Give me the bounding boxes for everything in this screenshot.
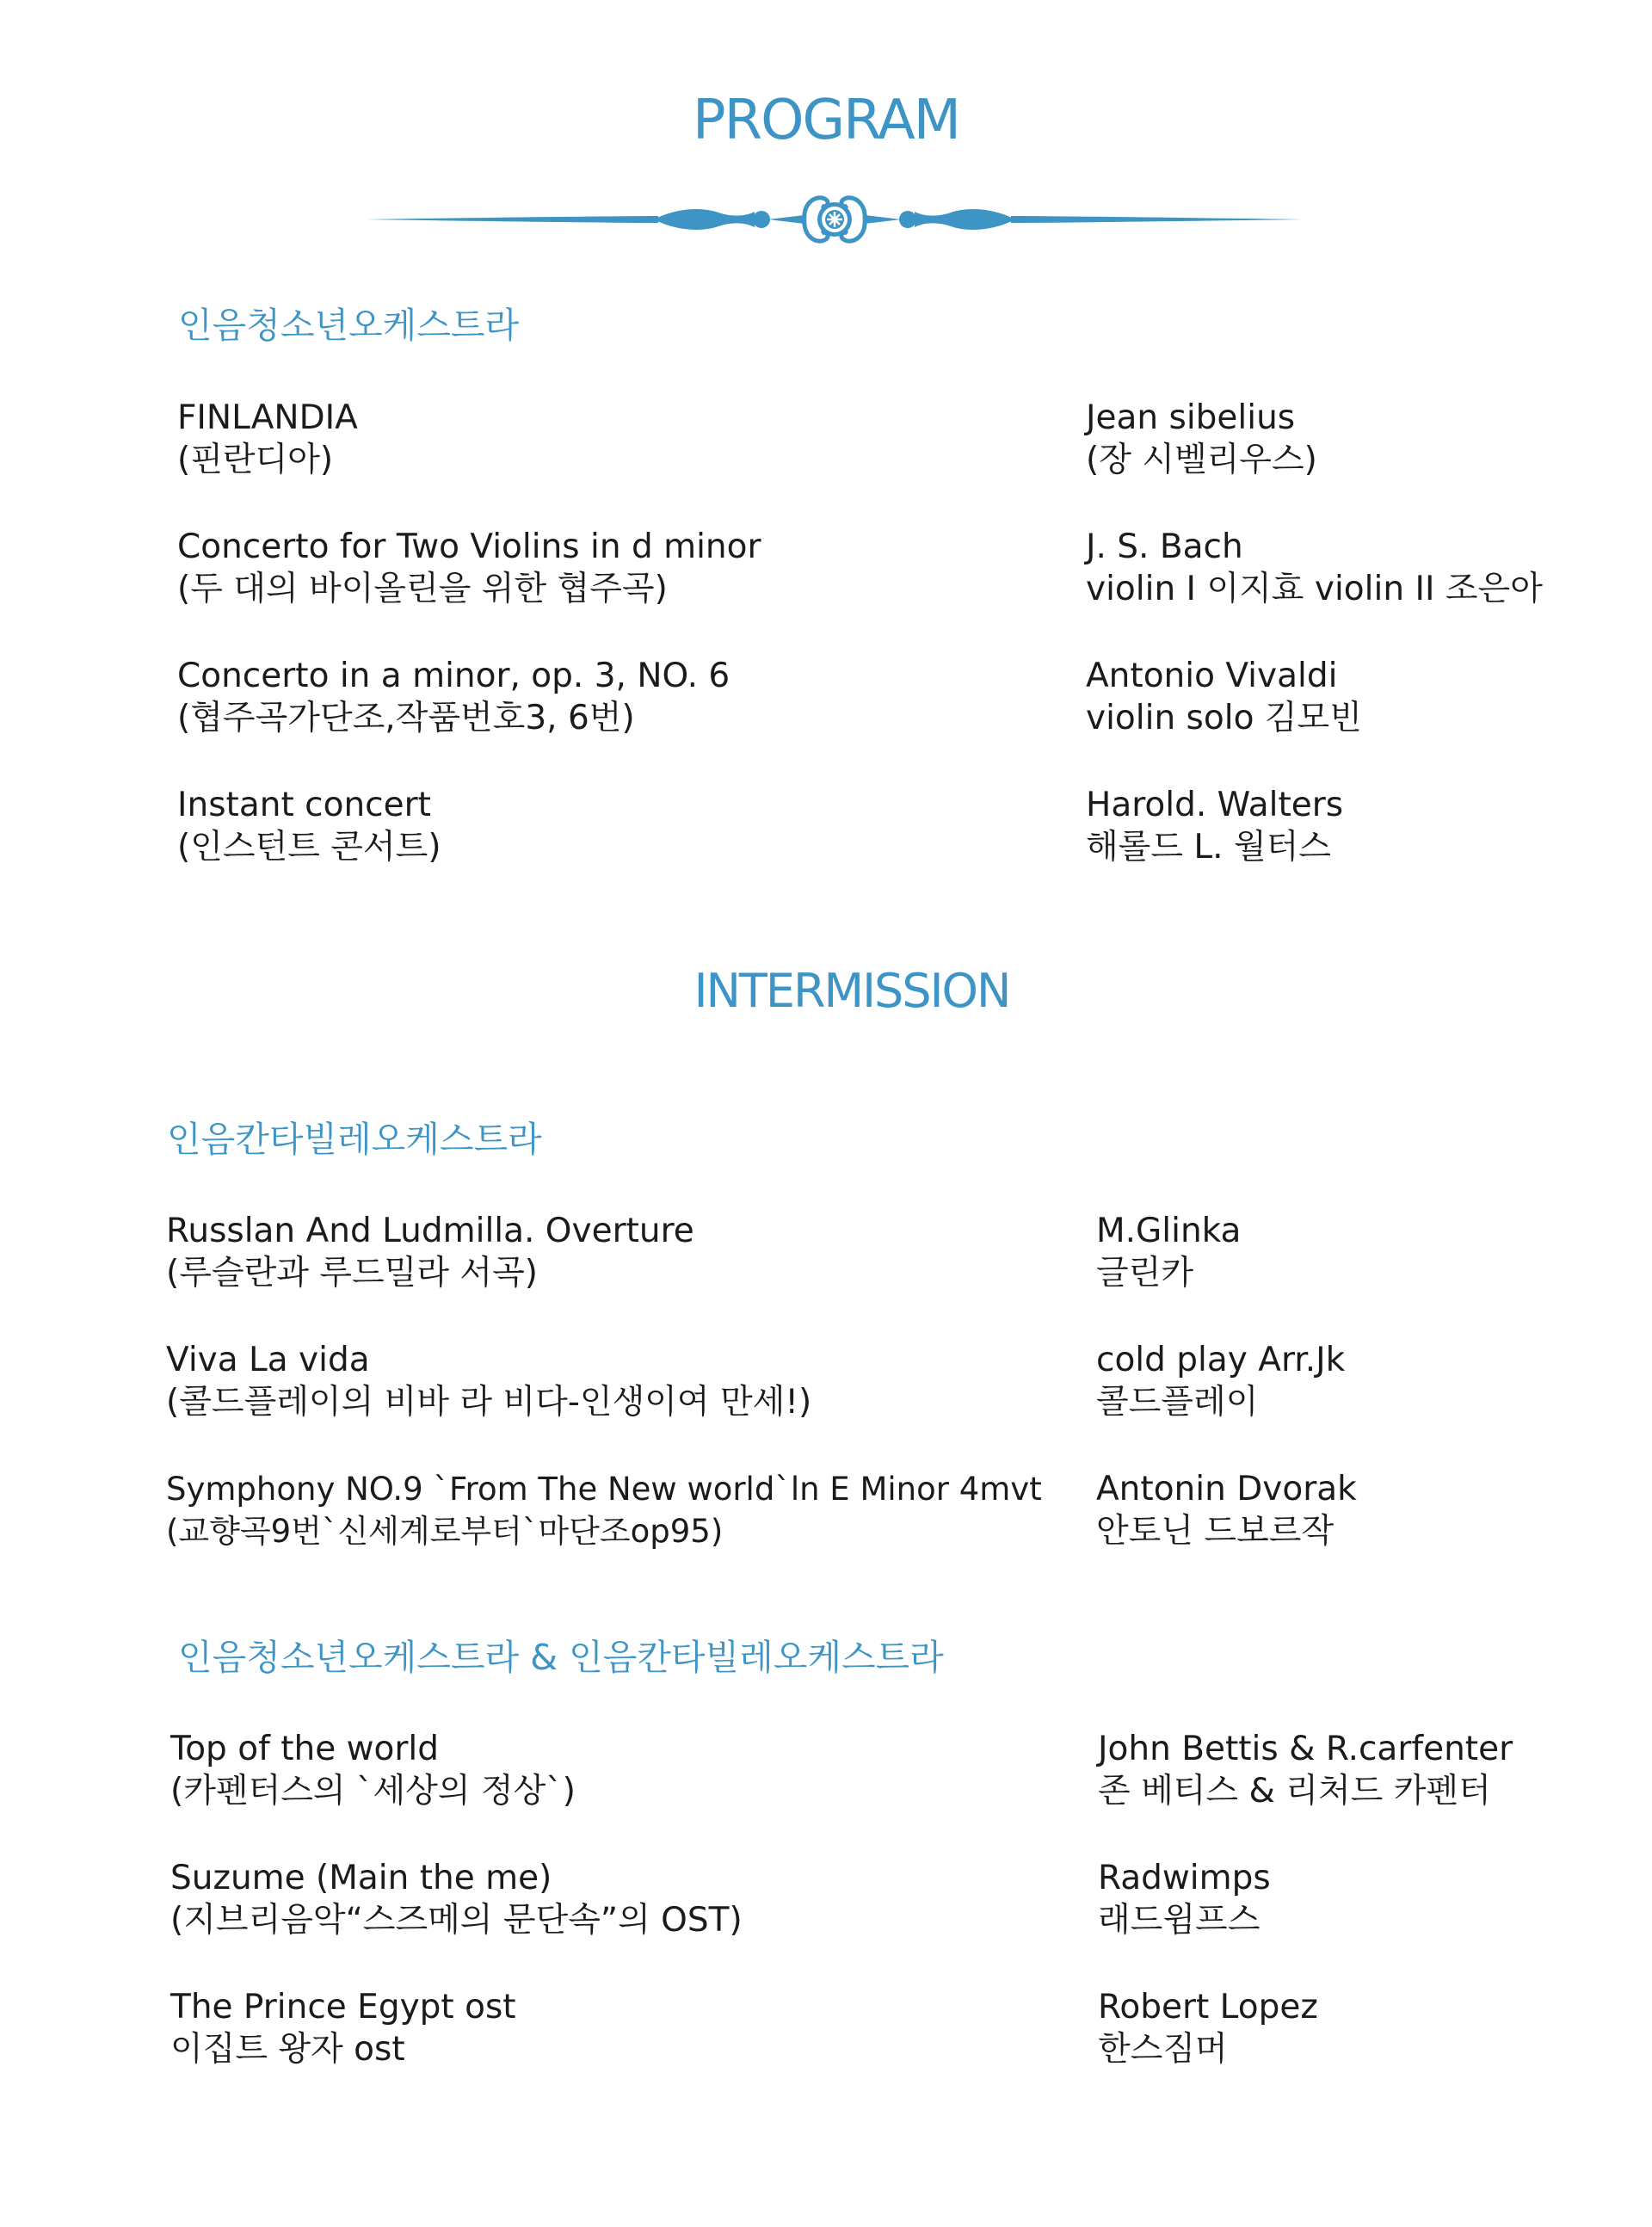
piece-composer: cold play Arr.Jk 콜드플레이 bbox=[1096, 1341, 1346, 1422]
piece-title: Russlan And Ludmilla. Overture (루슬란과 루드밀라 서곡) bbox=[166, 1212, 694, 1292]
piece-composer: John Bettis & R.carfenter 존 베티스 & 리처드 카펜터 bbox=[1098, 1730, 1513, 1811]
piece-composer: Antonin Dvorak 안토닌 드보르작 bbox=[1096, 1470, 1357, 1551]
piece-title: Concerto in a minor, op. 3, NO. 6 (협주곡가단조,작품번호3, 6번) bbox=[177, 657, 730, 737]
piece-title: Instant concert (인스턴트 콘서트) bbox=[177, 786, 441, 867]
piece-composer: Radwimps 래드윔프스 bbox=[1098, 1859, 1271, 1940]
section-title: 인음칸타빌레오케스트라 bbox=[167, 1119, 542, 1160]
section-title: 인음청소년오케스트라 & 인음칸타빌레오케스트라 bbox=[178, 1637, 944, 1678]
piece-composer: Jean sibelius (장 시벨리우스) bbox=[1086, 398, 1317, 479]
decorative-scroll-divider-icon bbox=[366, 189, 1304, 250]
piece-title: Top of the world (카펜터스의 `세상의 정상`) bbox=[170, 1730, 576, 1811]
piece-composer: Harold. Walters 해롤드 L. 월터스 bbox=[1086, 786, 1344, 867]
piece-composer: M.Glinka 글린카 bbox=[1096, 1212, 1242, 1292]
piece-title: The Prince Egypt ost 이집트 왕자 ost bbox=[170, 1988, 516, 2069]
piece-composer: J. S. Bach violin I 이지효 violin II 조은아 bbox=[1086, 527, 1543, 608]
piece-title: Viva La vida (콜드플레이의 비바 라 비다-인생이여 만세!) bbox=[166, 1341, 812, 1422]
intermission-heading: INTERMISSION bbox=[693, 964, 1010, 1018]
piece-title: Symphony NO.9 `From The New world`ln E Minor 4mvt (교향곡9번`신세계로부터`마단조op95) bbox=[166, 1471, 1042, 1550]
piece-composer: Antonio Vivaldi violin solo 김모빈 bbox=[1086, 657, 1362, 737]
page-title: PROGRAM bbox=[693, 89, 959, 152]
section-title: 인음청소년오케스트라 bbox=[178, 305, 520, 346]
piece-composer: Robert Lopez 한스짐머 bbox=[1098, 1988, 1318, 2069]
piece-title: Concerto for Two Violins in d minor (두 대의 바이올린을 위한 협주곡) bbox=[177, 527, 761, 608]
piece-title: Suzume (Main the me) (지브리음악“스즈메의 문단속”의 OST) bbox=[170, 1859, 743, 1940]
piece-title: FINLANDIA (핀란디아) bbox=[177, 398, 358, 479]
